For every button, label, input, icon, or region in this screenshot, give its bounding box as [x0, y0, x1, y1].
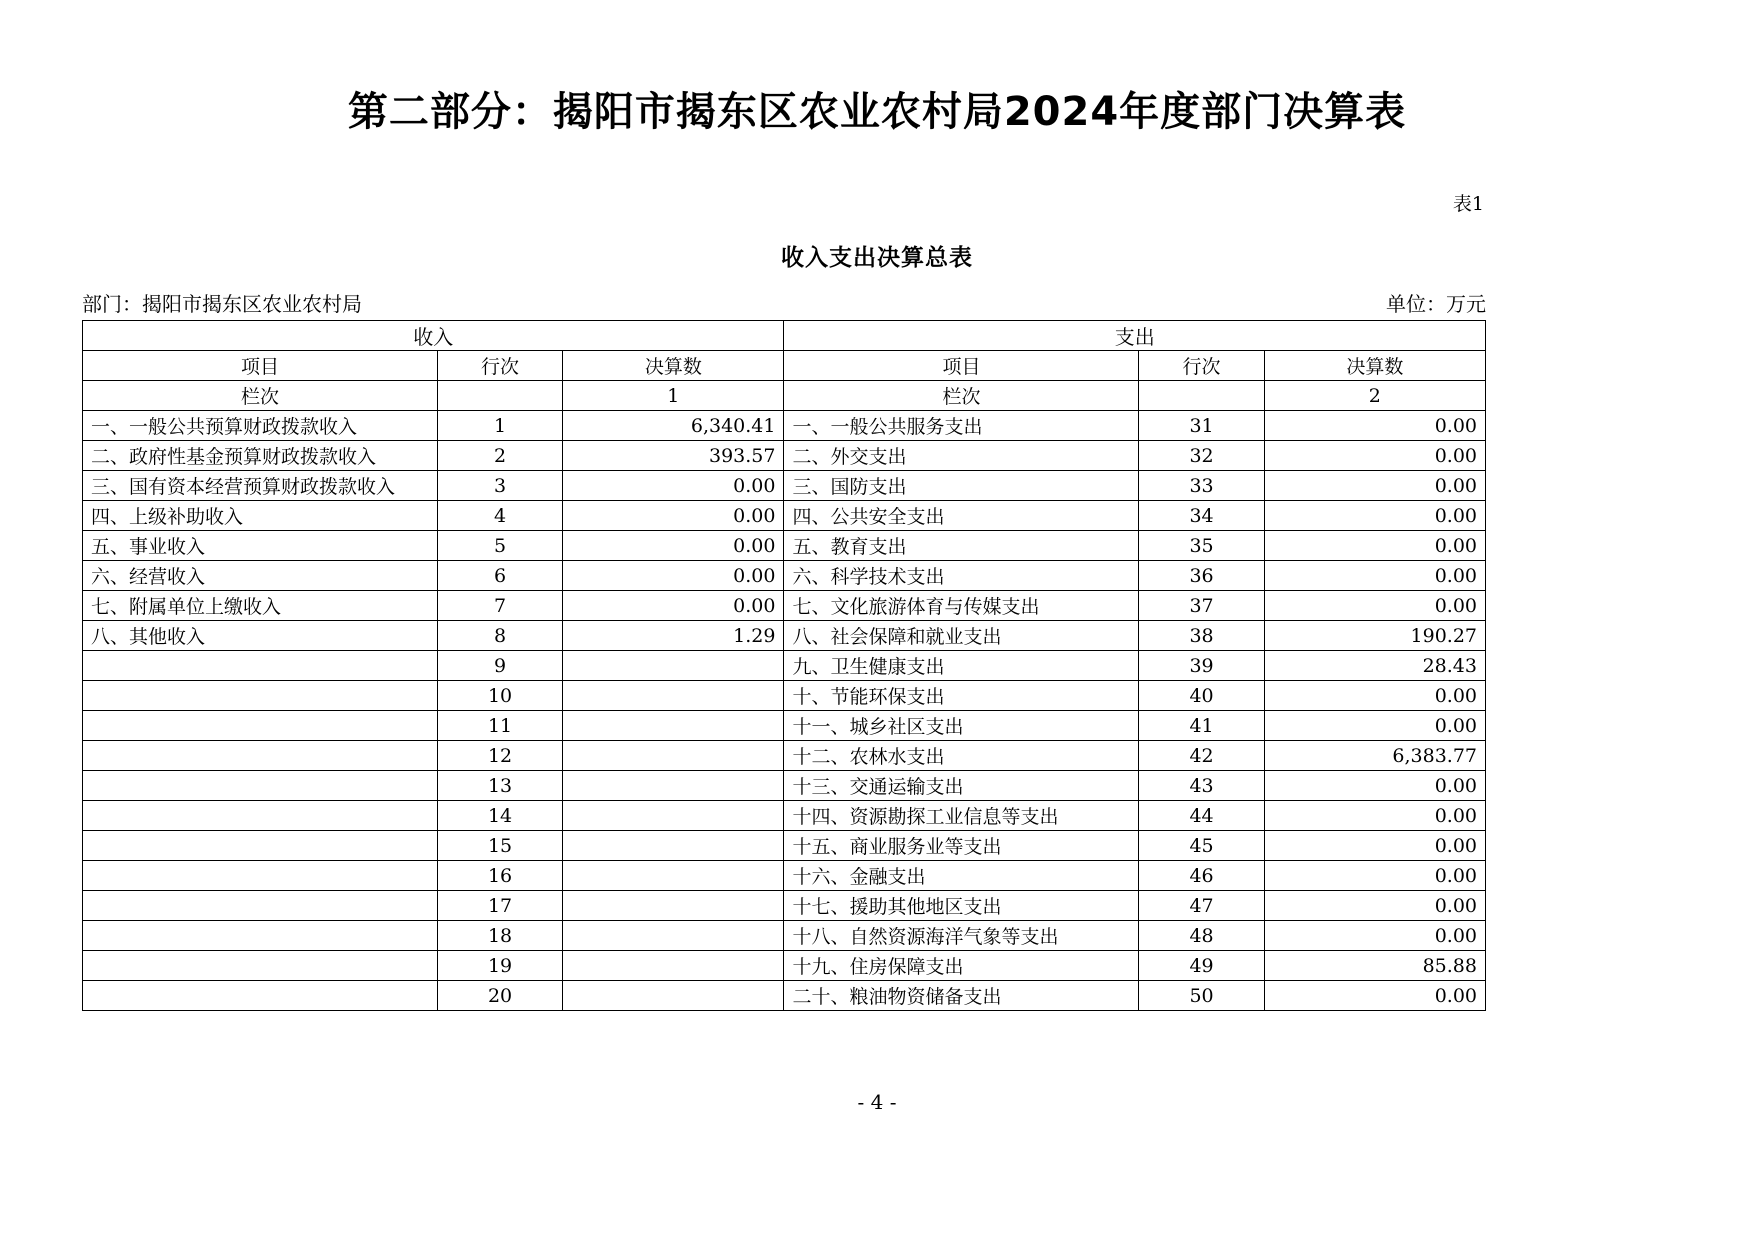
- income-line-no-cell: 7: [437, 591, 562, 621]
- expenditure-item-cell: 十七、援助其他地区支出: [784, 891, 1139, 921]
- expenditure-line-no-cell: 35: [1139, 531, 1264, 561]
- table-row: [83, 501, 1486, 531]
- expenditure-line-no-cell: 38: [1139, 621, 1264, 651]
- table-row: [83, 831, 1486, 861]
- expenditure-amount-cell: 0.00: [1264, 681, 1485, 711]
- table-row: [83, 561, 1486, 591]
- income-amount-cell: [563, 831, 784, 861]
- income-line-no-cell: 17: [437, 891, 562, 921]
- expenditure-item-cell: 十五、商业服务业等支出: [784, 831, 1139, 861]
- income-amount-cell: 393.57: [563, 441, 784, 471]
- column-index-expenditure-label: 栏次: [784, 381, 1139, 411]
- table-row: [83, 711, 1486, 741]
- table-row: [83, 681, 1486, 711]
- income-item-cell: [83, 771, 438, 801]
- income-line-no-cell: 1: [437, 411, 562, 441]
- income-item-cell: 四、上级补助收入: [83, 501, 438, 531]
- expenditure-amount-cell: 0.00: [1264, 801, 1485, 831]
- expenditure-line-no-cell: 37: [1139, 591, 1264, 621]
- table-row: [83, 531, 1486, 561]
- table-meta-row: [82, 288, 1486, 317]
- income-line-no-cell: 5: [437, 531, 562, 561]
- income-amount-cell: [563, 921, 784, 951]
- income-amount-cell: [563, 891, 784, 921]
- column-index-expenditure-number: 2: [1264, 381, 1485, 411]
- department-label: 部门：揭阳市揭东区农业农村局: [82, 292, 362, 316]
- expenditure-item-cell: 二、外交支出: [784, 441, 1139, 471]
- expenditure-amount-cell: 0.00: [1264, 711, 1485, 741]
- table-row: [83, 981, 1486, 1011]
- income-item-cell: [83, 861, 438, 891]
- income-item-cell: 二、政府性基金预算财政拨款收入: [83, 441, 438, 471]
- income-amount-cell: [563, 771, 784, 801]
- column-index-expenditure-line-no: [1139, 381, 1264, 411]
- table-body: [83, 321, 1486, 1011]
- income-item-cell: [83, 801, 438, 831]
- expenditure-line-no-cell: 32: [1139, 441, 1264, 471]
- column-header-expenditure-line-no: 行次: [1139, 351, 1264, 381]
- page-title: 第二部分：揭阳市揭东区农业农村局2024年度部门决算表: [347, 89, 1407, 135]
- table-row: [83, 891, 1486, 921]
- income-amount-cell: 6,340.41: [563, 411, 784, 441]
- income-line-no-cell: 15: [437, 831, 562, 861]
- expenditure-line-no-cell: 49: [1139, 951, 1264, 981]
- expenditure-line-no-cell: 39: [1139, 651, 1264, 681]
- column-index-income-number: 1: [563, 381, 784, 411]
- income-item-cell: [83, 831, 438, 861]
- expenditure-amount-cell: 0.00: [1264, 921, 1485, 951]
- table-row: [83, 441, 1486, 471]
- income-amount-cell: 0.00: [563, 531, 784, 561]
- income-amount-cell: 0.00: [563, 561, 784, 591]
- income-amount-cell: 0.00: [563, 591, 784, 621]
- expenditure-line-no-cell: 43: [1139, 771, 1264, 801]
- income-line-no-cell: 20: [437, 981, 562, 1011]
- income-amount-cell: [563, 801, 784, 831]
- income-line-no-cell: 11: [437, 711, 562, 741]
- column-header-expenditure-item: 项目: [784, 351, 1139, 381]
- income-line-no-cell: 13: [437, 771, 562, 801]
- income-line-no-cell: 3: [437, 471, 562, 501]
- income-item-cell: [83, 981, 438, 1011]
- income-amount-cell: [563, 981, 784, 1011]
- income-line-no-cell: 2: [437, 441, 562, 471]
- group-header-expenditure: 支出: [784, 321, 1486, 351]
- unit-label: 单位：万元: [1386, 292, 1486, 316]
- expenditure-line-no-cell: 44: [1139, 801, 1264, 831]
- expenditure-amount-cell: 0.00: [1264, 501, 1485, 531]
- column-header-income-amount: 决算数: [563, 351, 784, 381]
- income-item-cell: [83, 921, 438, 951]
- expenditure-line-no-cell: 50: [1139, 981, 1264, 1011]
- expenditure-line-no-cell: 40: [1139, 681, 1264, 711]
- table-title: 收入支出决算总表: [781, 244, 973, 271]
- expenditure-item-cell: 六、科学技术支出: [784, 561, 1139, 591]
- table-row: [83, 801, 1486, 831]
- expenditure-amount-cell: 0.00: [1264, 591, 1485, 621]
- income-line-no-cell: 9: [437, 651, 562, 681]
- income-item-cell: [83, 741, 438, 771]
- table-row: [83, 741, 1486, 771]
- table-row: [83, 861, 1486, 891]
- column-header-expenditure-amount: 决算数: [1264, 351, 1485, 381]
- income-item-cell: 五、事业收入: [83, 531, 438, 561]
- column-header-income-line-no: 行次: [437, 351, 562, 381]
- page-number: - 4 -: [857, 1090, 897, 1114]
- expenditure-item-cell: 八、社会保障和就业支出: [784, 621, 1139, 651]
- expenditure-item-cell: 十九、住房保障支出: [784, 951, 1139, 981]
- expenditure-item-cell: 五、教育支出: [784, 531, 1139, 561]
- income-item-cell: [83, 651, 438, 681]
- expenditure-line-no-cell: 34: [1139, 501, 1264, 531]
- income-item-cell: [83, 681, 438, 711]
- table-number-label: 表1: [1452, 193, 1484, 215]
- expenditure-amount-cell: 190.27: [1264, 621, 1485, 651]
- expenditure-amount-cell: 0.00: [1264, 831, 1485, 861]
- income-item-cell: 一、一般公共预算财政拨款收入: [83, 411, 438, 441]
- expenditure-amount-cell: 85.88: [1264, 951, 1485, 981]
- income-amount-cell: 0.00: [563, 501, 784, 531]
- income-item-cell: [83, 951, 438, 981]
- expenditure-amount-cell: 6,383.77: [1264, 741, 1485, 771]
- expenditure-line-no-cell: 31: [1139, 411, 1264, 441]
- table-row: [83, 621, 1486, 651]
- income-item-cell: [83, 891, 438, 921]
- expenditure-item-cell: 十二、农林水支出: [784, 741, 1139, 771]
- expenditure-item-cell: 三、国防支出: [784, 471, 1139, 501]
- table-group-header-row: [83, 321, 1486, 351]
- expenditure-item-cell: 九、卫生健康支出: [784, 651, 1139, 681]
- income-amount-cell: [563, 951, 784, 981]
- expenditure-amount-cell: 0.00: [1264, 891, 1485, 921]
- income-line-no-cell: 19: [437, 951, 562, 981]
- income-item-cell: [83, 711, 438, 741]
- table-row: [83, 651, 1486, 681]
- table-row: [83, 951, 1486, 981]
- income-line-no-cell: 12: [437, 741, 562, 771]
- column-index-income-line-no: [437, 381, 562, 411]
- table-row: [83, 771, 1486, 801]
- column-index-income-label: 栏次: [83, 381, 438, 411]
- income-line-no-cell: 8: [437, 621, 562, 651]
- expenditure-amount-cell: 0.00: [1264, 441, 1485, 471]
- financial-table-container: [82, 320, 1486, 1011]
- column-header-income-item: 项目: [83, 351, 438, 381]
- income-line-no-cell: 16: [437, 861, 562, 891]
- table-column-header-row: [83, 351, 1486, 381]
- income-expenditure-table: [82, 320, 1486, 1011]
- expenditure-line-no-cell: 41: [1139, 711, 1264, 741]
- expenditure-amount-cell: 0.00: [1264, 471, 1485, 501]
- expenditure-line-no-cell: 33: [1139, 471, 1264, 501]
- table-row: [83, 921, 1486, 951]
- expenditure-item-cell: 十、节能环保支出: [784, 681, 1139, 711]
- table-row: [83, 591, 1486, 621]
- income-amount-cell: [563, 711, 784, 741]
- income-item-cell: 三、国有资本经营预算财政拨款收入: [83, 471, 438, 501]
- expenditure-amount-cell: 0.00: [1264, 861, 1485, 891]
- expenditure-amount-cell: 0.00: [1264, 411, 1485, 441]
- table-row: [83, 411, 1486, 441]
- expenditure-amount-cell: 0.00: [1264, 771, 1485, 801]
- income-line-no-cell: 6: [437, 561, 562, 591]
- income-item-cell: 七、附属单位上缴收入: [83, 591, 438, 621]
- expenditure-amount-cell: 0.00: [1264, 561, 1485, 591]
- income-line-no-cell: 4: [437, 501, 562, 531]
- income-amount-cell: [563, 681, 784, 711]
- income-line-no-cell: 10: [437, 681, 562, 711]
- table-row: [83, 471, 1486, 501]
- expenditure-item-cell: 四、公共安全支出: [784, 501, 1139, 531]
- expenditure-line-no-cell: 48: [1139, 921, 1264, 951]
- income-amount-cell: 0.00: [563, 471, 784, 501]
- income-amount-cell: [563, 741, 784, 771]
- income-amount-cell: [563, 651, 784, 681]
- income-line-no-cell: 18: [437, 921, 562, 951]
- expenditure-item-cell: 十一、城乡社区支出: [784, 711, 1139, 741]
- group-header-income: 收入: [83, 321, 784, 351]
- expenditure-item-cell: 十四、资源勘探工业信息等支出: [784, 801, 1139, 831]
- expenditure-line-no-cell: 45: [1139, 831, 1264, 861]
- expenditure-line-no-cell: 36: [1139, 561, 1264, 591]
- expenditure-item-cell: 七、文化旅游体育与传媒支出: [784, 591, 1139, 621]
- income-item-cell: 八、其他收入: [83, 621, 438, 651]
- expenditure-item-cell: 二十、粮油物资储备支出: [784, 981, 1139, 1011]
- expenditure-item-cell: 十八、自然资源海洋气象等支出: [784, 921, 1139, 951]
- expenditure-item-cell: 十三、交通运输支出: [784, 771, 1139, 801]
- expenditure-line-no-cell: 42: [1139, 741, 1264, 771]
- expenditure-line-no-cell: 46: [1139, 861, 1264, 891]
- income-line-no-cell: 14: [437, 801, 562, 831]
- expenditure-amount-cell: 0.00: [1264, 531, 1485, 561]
- expenditure-amount-cell: 0.00: [1264, 981, 1485, 1011]
- expenditure-item-cell: 十六、金融支出: [784, 861, 1139, 891]
- income-item-cell: 六、经营收入: [83, 561, 438, 591]
- table-column-index-row: [83, 381, 1486, 411]
- expenditure-amount-cell: 28.43: [1264, 651, 1485, 681]
- income-amount-cell: 1.29: [563, 621, 784, 651]
- income-amount-cell: [563, 861, 784, 891]
- expenditure-line-no-cell: 47: [1139, 891, 1264, 921]
- expenditure-item-cell: 一、一般公共服务支出: [784, 411, 1139, 441]
